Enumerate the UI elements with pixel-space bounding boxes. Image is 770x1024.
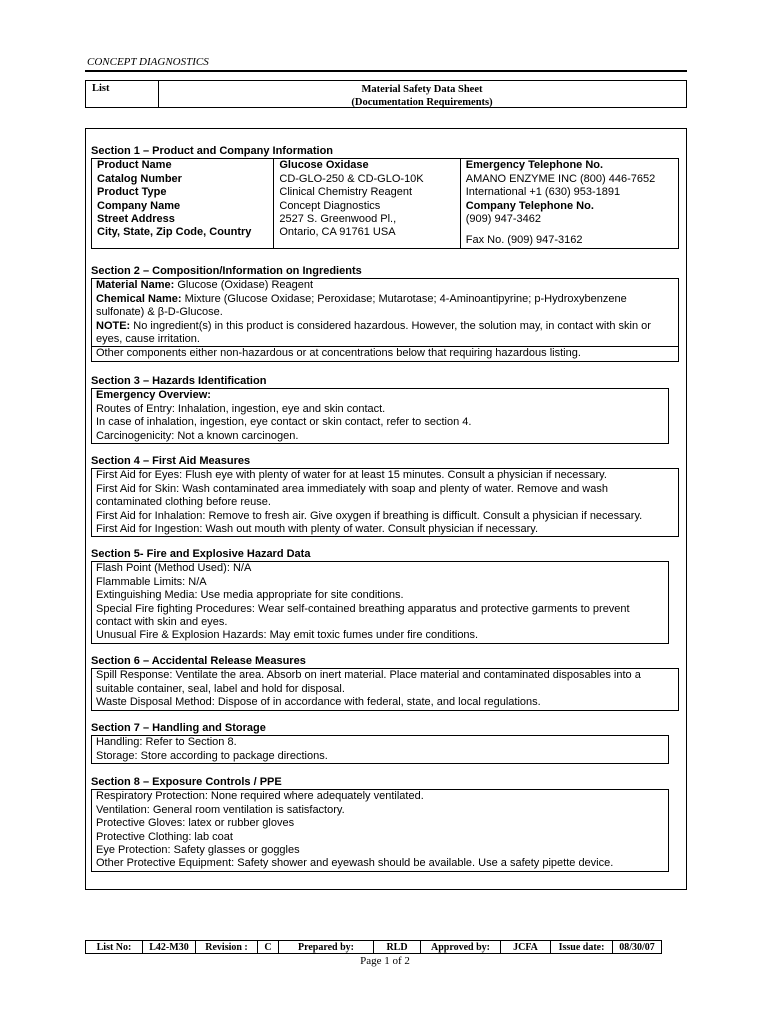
issue-date-label: Issue date: (551, 941, 613, 954)
chemical-name-line (96, 293, 674, 320)
material-name-value: Glucose (Oxidase) Reagent (174, 279, 314, 292)
section-3-box (91, 388, 669, 444)
fire-line: Extinguishing Media: Use media appropriate for site conditions. (96, 589, 404, 602)
note-line (96, 320, 674, 347)
section-4-title: Section 4 – First Aid Measures (91, 455, 251, 467)
document-title-line1: Material Safety Data Sheet (361, 84, 483, 95)
street-address-value: 2527 S. Greenwood Pl., (279, 213, 397, 226)
ppe-line: Other Protective Equipment: Safety shower and eyewash should be available. Use a safety pipette device. (96, 857, 614, 870)
ppe-line: Protective Clothing: lab coat (96, 830, 233, 843)
section-5-title: Section 5- Fire and Explosive Hazard Data (91, 548, 311, 560)
section-3-title: Section 3 – Hazards Identification (91, 375, 267, 387)
product-info-table (91, 158, 679, 248)
emergency-phone-line1: AMANO ENZYME INC (800) 446-7652 (465, 172, 656, 185)
hazard-line: In case of inhalation, ingestion, eye contact or skin contact, refer to section 4. (96, 416, 472, 429)
material-name-label: Material Name: (96, 279, 175, 292)
document-header (85, 80, 687, 108)
first-aid-inhalation: First Aid for Inhalation: Remove to fresh air. Give oxygen if breathing is difficult. Consult a physician if necessary. (96, 509, 643, 522)
fire-line: Special Fire fighting Procedures: Wear self-contained breathing apparatus and protective garments to prevent contact with skin and eyes. (96, 602, 630, 629)
ppe-line: Ventilation: General room ventilation is satisfactory. (96, 803, 345, 816)
fire-line: Flash Point (Method Used): N/A (96, 562, 252, 575)
document-title-line2: (Documentation Requirements) (351, 97, 493, 108)
chemical-name-label: Chemical Name: (96, 292, 182, 305)
section-7 (91, 722, 669, 764)
section-6-title: Section 6 – Accidental Release Measures (91, 655, 306, 667)
contact-column (460, 159, 678, 247)
section-5 (91, 548, 669, 644)
company-name: CONCEPT DIAGNOSTICS (87, 56, 209, 68)
emergency-phone-label: Emergency Telephone No. (465, 159, 604, 172)
product-name-label: Product Name (97, 159, 172, 172)
section-5-box (91, 561, 669, 643)
revision-value: C (258, 941, 279, 954)
hazard-line: Routes of Entry: Inhalation, ingestion, eye and skin contact. (96, 402, 386, 415)
section-2-title: Section 2 – Composition/Information on Ingredients (91, 265, 362, 277)
hazard-line: Carcinogenicity: Not a known carcinogen. (96, 429, 299, 442)
ppe-line: Respiratory Protection: None required where adequately ventilated. (96, 790, 424, 803)
header-rule (85, 70, 687, 72)
revision-label: Revision : (196, 941, 258, 954)
city-state-label: City, State, Zip Code, Country (97, 226, 252, 239)
catalog-number-value: CD-GLO-250 & CD-GLO-10K (279, 172, 424, 185)
note-label: NOTE: (96, 319, 131, 332)
catalog-number-label: Catalog Number (97, 172, 182, 185)
product-values-column (273, 159, 459, 247)
storage-line: Storage: Store according to package directions. (96, 749, 328, 762)
list-label: List (92, 83, 110, 94)
ppe-line: Eye Protection: Safety glasses or goggles (96, 844, 300, 857)
product-type-value: Clinical Chemistry Reagent (279, 186, 413, 199)
waste-disposal: Waste Disposal Method: Dispose of in accordance with federal, state, and local regulations. (96, 696, 541, 709)
fire-line: Flammable Limits: N/A (96, 575, 207, 588)
emergency-overview-label: Emergency Overview: (96, 389, 211, 402)
section-1-title: Section 1 – Product and Company Information (91, 145, 334, 157)
spill-response: Spill Response: Ventilate the area. Absorb on inert material. Place material and contaminated disposables into a suitable container, seal, label and hold for disposal. (96, 669, 641, 695)
section-4 (91, 455, 679, 537)
document-title (158, 83, 686, 109)
note-value: No ingredient(s) in this product is considered hazardous. However, the solution may, in contact with skin or eyes, cause irritation. (96, 319, 651, 346)
section-7-title: Section 7 – Handling and Storage (91, 722, 266, 734)
ppe-line: Protective Gloves: latex or rubber gloves (96, 817, 295, 830)
street-address-label: Street Address (97, 213, 175, 226)
section-6 (91, 655, 679, 711)
first-aid-eyes: First Aid for Eyes: Flush eye with plenty of water for at least 15 minutes. Consult a physician if necessary. (96, 469, 607, 482)
issue-date-value: 08/30/07 (613, 941, 662, 954)
section-8 (91, 776, 669, 872)
company-name-label: Company Name (97, 199, 181, 212)
list-no-label: List No: (86, 941, 143, 954)
fire-line: Unusual Fire & Explosion Hazards: May emit toxic fumes under fire conditions. (96, 629, 479, 642)
section-3 (91, 375, 669, 444)
section-8-box (91, 789, 669, 871)
section-2 (91, 265, 679, 362)
list-no-value: L42-M30 (143, 941, 196, 954)
section-6-box (91, 668, 679, 710)
company-name-value: Concept Diagnostics (279, 199, 381, 212)
section-2-box (91, 278, 679, 361)
page-number: Page 1 of 2 (360, 955, 410, 967)
company-phone-label: Company Telephone No. (465, 199, 594, 212)
emergency-phone-line2: International +1 (630) 953-1891 (465, 186, 621, 199)
approved-by-label: Approved by: (421, 941, 501, 954)
section-8-title: Section 8 – Exposure Controls / PPE (91, 776, 282, 788)
product-type-label: Product Type (97, 186, 167, 199)
section-7-box (91, 735, 669, 764)
chemical-name-value: Mixture (Glucose Oxidase; Peroxidase; Mutarotase; 4-Aminoantipyrine; p-Hydroxybenzene sulfonate) & β-D-Glucose. (96, 292, 627, 319)
company-phone-value: (909) 947-3462 (465, 213, 541, 226)
first-aid-ingestion: First Aid for Ingestion: Wash out mouth with plenty of water. Consult physician if necessary. (96, 523, 539, 536)
city-state-value: Ontario, CA 91761 USA (279, 226, 396, 239)
section-1 (91, 145, 679, 249)
approved-by-value: JCFA (501, 941, 551, 954)
prepared-by-value: RLD (374, 941, 421, 954)
material-name-line (96, 279, 674, 292)
handling-line: Handling: Refer to Section 8. (96, 736, 237, 749)
product-name-value: Glucose Oxidase (279, 159, 369, 172)
prepared-by-label: Prepared by: (279, 941, 374, 954)
footer-table (85, 940, 662, 954)
fax-number: Fax No. (909) 947-3162 (465, 234, 583, 247)
product-labels-column (92, 159, 273, 247)
other-components-row: Other components either non-hazardous or at concentrations below that requiring hazardous listing. (92, 346, 678, 360)
section-4-box (91, 468, 679, 537)
first-aid-skin: First Aid for Skin: Wash contaminated area immediately with soap and plenty of water. Remove and wash contaminated clothing before reuse. (96, 482, 608, 509)
